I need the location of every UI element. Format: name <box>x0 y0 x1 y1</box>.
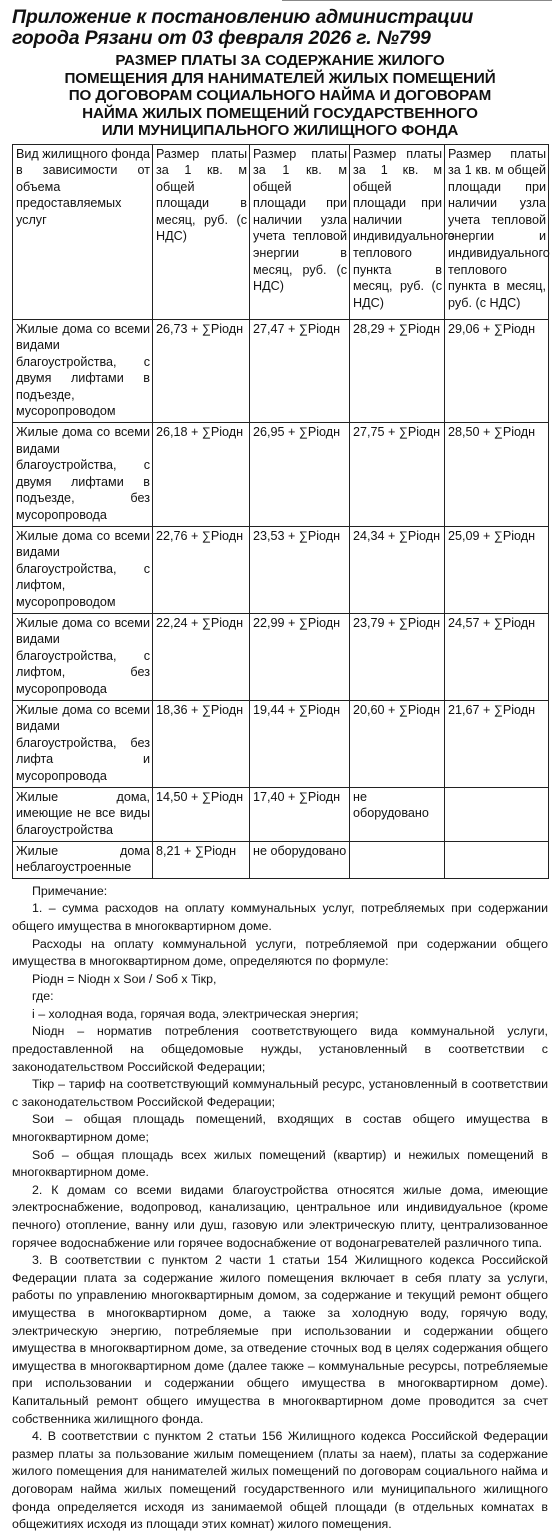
title-line-4: НАЙМА ЖИЛЫХ ПОМЕЩЕНИЙ ГОСУДАРСТВЕННОГО <box>82 104 478 122</box>
rate-cell: 22,76 + ∑Piодн <box>153 526 250 613</box>
note-paragraph: 4. В соответствии с пунктом 2 статьи 156 Жилищного кодекса Российской Федерации размер платы за пользование жилым помещением (платы за наем), платы за содержание жилого помещения для нанимателей жилых помещений по договорам социального найма и договорам найма жилых помещений государственного или муниципального жилищного фонда определяется исходя из занимаемой общей площади (в отдельных комнатах в общежитиях исходя из площади этих комнат) жилого помещения. <box>12 1429 548 1532</box>
rate-cell: 8,21 + ∑Piодн <box>153 841 250 878</box>
table-row <box>13 319 549 423</box>
notes-section <box>12 883 548 1534</box>
formula: Piодн = Niодн x Soи / Sоб x Tiкр, <box>32 971 217 986</box>
header-cell-rate-meter-and-point: Размер платы за 1 кв. м общей площади при наличии узла учета тепловой энергии и индивидуального теплового пункта в месяц, руб. (с НДС) <box>445 144 549 319</box>
rate-cell: 24,57 + ∑Piодн <box>445 613 549 700</box>
rate-cell <box>445 787 549 841</box>
rate-cell: не оборудовано <box>350 787 445 841</box>
row-description: Жилые дома со всеми видами благоустройства, с лифтом, без мусоропровода <box>13 613 153 700</box>
rate-cell: 25,09 + ∑Piодн <box>445 526 549 613</box>
row-description: Жилые дома, имеющие не все виды благоустройства <box>13 787 153 841</box>
rate-cell: 27,47 + ∑Piодн <box>250 319 350 423</box>
table-row <box>13 613 549 700</box>
table-row <box>13 423 549 527</box>
row-description: Жилые дома со всеми видами благоустройства, с двумя лифтами в подъезде, без мусоропровода <box>13 423 153 527</box>
row-description: Жилые дома со всеми видами благоустройства, без лифта и мусоропровода <box>13 700 153 787</box>
definition: Soи – общая площадь помещений, входящих в состав общего имущества в многоквартирном доме; <box>12 1112 548 1145</box>
document-page <box>12 0 548 1534</box>
row-description: Жилые дома со всеми видами благоустройства, с двумя лифтами в подъезде, мусоропроводом <box>13 319 153 423</box>
title-line-3: ПО ДОГОВОРАМ СОЦИАЛЬНОГО НАЙМА И ДОГОВОРАМ <box>68 87 492 104</box>
row-description: Жилые дома со всеми видами благоустройства, с лифтом, мусоропроводом <box>13 526 153 613</box>
header-cell-housing-type: Вид жилищного фонда в зависимости от объема предоставляемых услуг <box>13 144 153 319</box>
note-paragraph: 3. В соответствии с пунктом 2 части 1 статьи 154 Жилищного кодекса Российской Федерации плата за содержание жилого помещения включает в себя плату за услуги, работы по управлению многоквартирным домом, за содержание и текущий ремонт общего имущества в многоквартирном доме, а также за холодную воду, горячую воду, электрическую энергию, потребляемые при использовании и содержании общего имущества в многоквартирном доме, за отведение сточных вод в целях содержания общего имущества в многоквартирном доме (далее также – коммунальные ресурсы, потребляемые при использовании и содержании общего имущества в многоквартирном доме). Капитальный ремонт общего имущества в многоквартирном доме проводится за счет собственника жилищного фонда. <box>12 1253 548 1426</box>
rate-cell: 28,29 + ∑Piодн <box>350 319 445 423</box>
rate-cell: не оборудовано <box>250 841 350 878</box>
rate-cell: 19,44 + ∑Piодн <box>250 700 350 787</box>
title-line-5: ИЛИ МУНИЦИПАЛЬНОГО ЖИЛИЩНОГО ФОНДА <box>101 122 459 139</box>
rate-cell: 21,67 + ∑Piодн <box>445 700 549 787</box>
rate-cell: 27,75 + ∑Piодн <box>350 423 445 527</box>
table-row <box>13 841 549 878</box>
header-line-1: Приложение к постановлению администрации <box>12 6 474 28</box>
table-row <box>13 787 549 841</box>
rate-cell: 26,73 + ∑Piодн <box>153 319 250 423</box>
rate-cell: 24,34 + ∑Piодн <box>350 526 445 613</box>
document-title <box>12 52 548 140</box>
rate-cell: 18,36 + ∑Piодн <box>153 700 250 787</box>
notes-label: Примечание: <box>32 883 108 898</box>
note-paragraph: 1. – сумма расходов на оплату коммунальных услуг, потребляемых при содержании общего имущества в многоквартирном доме. <box>12 901 548 933</box>
rate-cell: 22,99 + ∑Piодн <box>250 613 350 700</box>
rate-cell: 29,06 + ∑Piодн <box>445 319 549 423</box>
rate-cell: 14,50 + ∑Piодн <box>153 787 250 841</box>
definition: Sоб – общая площадь всех жилых помещений (квартир) и нежилых помещений в многоквартирном доме. <box>12 1147 548 1180</box>
header-cell-base-rate: Размер платы за 1 кв. м общей площади в месяц, руб. (с НДС) <box>153 144 250 319</box>
title-line-1: РАЗМЕР ПЛАТЫ ЗА СОДЕРЖАНИЕ ЖИЛОГО <box>115 52 445 69</box>
rate-cell: 20,60 + ∑Piодн <box>350 700 445 787</box>
table-row <box>13 700 549 787</box>
header-line-2: города Рязани от 03 февраля 2026 г. №799 <box>12 27 431 49</box>
rate-cell: 17,40 + ∑Piодн <box>250 787 350 841</box>
definition: Niодн – норматив потребления соответствующего вида коммунальной услуги, предоставленной на общедомовые нужды, установленный в соответствии с законодательством Российской Федерации; <box>12 1024 548 1074</box>
rate-cell: 26,18 + ∑Piодн <box>153 423 250 527</box>
table-header-row <box>13 144 549 319</box>
definition: i – холодная вода, горячая вода, электрическая энергия; <box>32 1006 359 1021</box>
header-cell-rate-heat-point: Размер платы за 1 кв. м общей площади при наличии индивидуального теплового пункта в месяц, руб. (с НДС) <box>350 144 445 319</box>
header-cell-rate-heat-meter: Размер платы за 1 кв. м общей площади при наличии узла учета тепловой энергии в месяц, руб. (с НДС) <box>250 144 350 319</box>
rate-cell <box>350 841 445 878</box>
definition: Tiкр – тариф на соответствующий коммунальный ресурс, установленный в соответствии с законодательством Российской Федерации; <box>12 1077 548 1109</box>
row-description: Жилые дома неблагоустроенные <box>13 841 153 878</box>
rate-cell: 26,95 + ∑Piодн <box>250 423 350 527</box>
title-line-2: ПОМЕЩЕНИЯ ДЛЯ НАНИМАТЕЛЕЙ ЖИЛЫХ ПОМЕЩЕНИЙ <box>64 69 496 87</box>
rate-cell: 22,24 + ∑Piодн <box>153 613 250 700</box>
note-paragraph: 2. К домам со всеми видами благоустройства относятся жилые дома, имеющие электроснабжение, водопровод, канализацию, центральное или индивидуальное (кроме печного) отопление, ванну или душ, газовую или электрическую плиту, централизованное горячее водоснабжение или горячее водоснабжение от водонагревателей различного типа. <box>12 1182 548 1250</box>
table-row <box>13 526 549 613</box>
rate-cell <box>445 841 549 878</box>
note-paragraph: Расходы на оплату коммунальной услуги, потребляемой при содержании общего имущества в многоквартирном доме, определяются по формуле: <box>12 936 548 969</box>
rate-cell: 23,79 + ∑Piодн <box>350 613 445 700</box>
resolution-header <box>12 7 548 49</box>
rate-cell: 23,53 + ∑Piодн <box>250 526 350 613</box>
rates-table <box>12 144 549 879</box>
formula-where: где: <box>32 989 54 1004</box>
rate-cell: 28,50 + ∑Piодн <box>445 423 549 527</box>
